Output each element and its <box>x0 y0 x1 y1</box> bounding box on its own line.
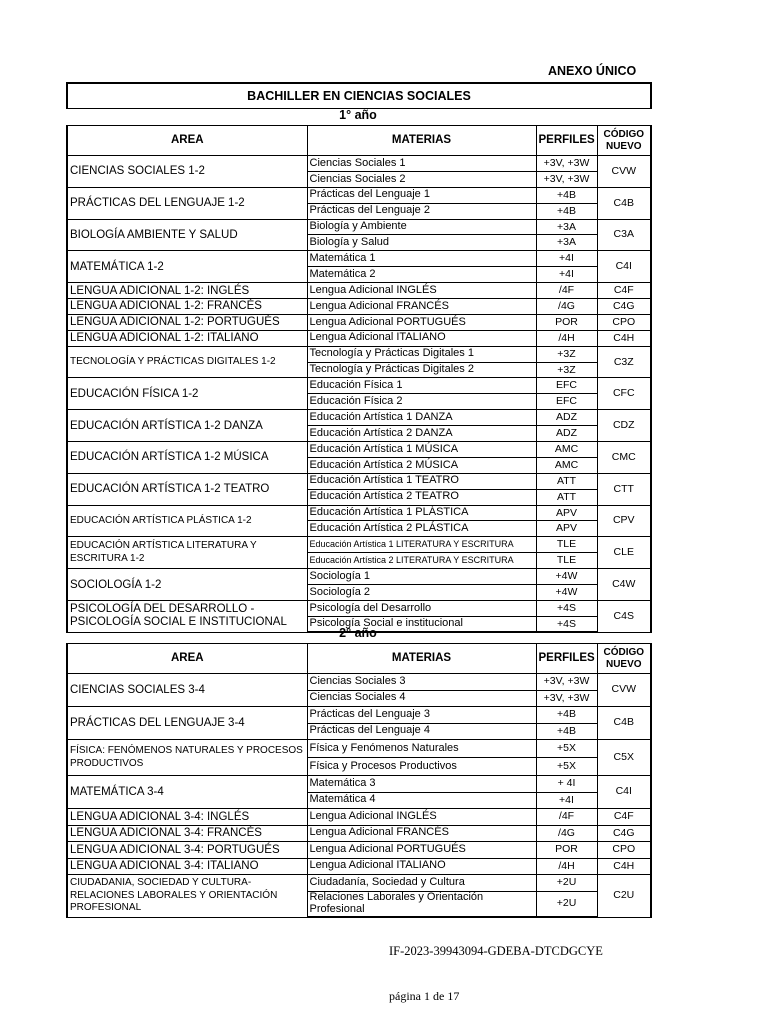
codigo-cell: C4G <box>597 299 651 315</box>
area-cell: PRÁCTICAS DEL LENGUAJE 1-2 <box>67 187 307 219</box>
materia-cell: Lengua Adicional PORTUGUÉS <box>307 314 536 330</box>
table-header-row <box>67 644 651 674</box>
area-cell: MATEMÁTICA 1-2 <box>67 251 307 283</box>
perfil-cell: +3Z <box>536 362 597 378</box>
table-row <box>67 330 651 346</box>
perfil-cell: /4F <box>536 809 597 826</box>
perfil-cell: EFC <box>536 394 597 410</box>
table-row <box>67 187 651 203</box>
codigo-cell: C4H <box>597 330 651 346</box>
materia-cell: Prácticas del Lenguaje 2 <box>307 203 536 219</box>
table-row <box>67 219 651 235</box>
annex-title: ANEXO ÚNICO <box>548 64 637 78</box>
materia-cell: Matemática 3 <box>307 776 536 793</box>
header-materias: MATERIAS <box>307 644 536 674</box>
materia-cell: Lengua Adicional PORTUGUÉS <box>307 842 536 859</box>
area-cell: BIOLOGÍA AMBIENTE Y SALUD <box>67 219 307 251</box>
codigo-cell: C4H <box>597 858 651 875</box>
perfil-cell: +2U <box>536 875 597 892</box>
materia-cell: Lengua Adicional ITALIANO <box>307 330 536 346</box>
perfil-cell: /4G <box>536 299 597 315</box>
perfil-cell: /4H <box>536 330 597 346</box>
perfil-cell: TLE <box>536 553 597 569</box>
page-number: página 1 de 17 <box>389 989 460 1003</box>
perfil-cell: ATT <box>536 489 597 505</box>
perfil-cell: +3V, +3W <box>536 690 597 707</box>
area-cell: FÍSICA: FENÓMENOS NATURALES Y PROCESOS PRODUCTIVOS <box>67 740 307 776</box>
perfil-cell: APV <box>536 521 597 537</box>
materia-cell: Educación Física 1 <box>307 378 536 394</box>
perfil-cell: +3A <box>536 235 597 251</box>
table-row <box>67 875 651 892</box>
codigo-cell: C4B <box>597 187 651 219</box>
materia-cell: Prácticas del Lenguaje 3 <box>307 707 536 724</box>
perfil-cell: ADZ <box>536 426 597 442</box>
materia-cell: Biología y Ambiente <box>307 219 536 235</box>
table-row <box>67 740 651 758</box>
materia-cell: Lengua Adicional FRANCÉS <box>307 825 536 842</box>
year-2-table <box>66 643 652 918</box>
header-area: AREA <box>67 644 307 674</box>
materia-cell: Matemática 4 <box>307 792 536 809</box>
area-cell: CIENCIAS SOCIALES 3-4 <box>67 674 307 707</box>
perfil-cell: +4I <box>536 267 597 283</box>
materia-cell: Ciencias Sociales 1 <box>307 156 536 172</box>
perfil-cell: /4F <box>536 283 597 299</box>
materia-cell: Educación Artística 2 DANZA <box>307 426 536 442</box>
table-row <box>67 156 651 172</box>
materia-cell: Ciencias Sociales 4 <box>307 690 536 707</box>
table-row <box>67 674 651 691</box>
perfil-cell: EFC <box>536 378 597 394</box>
area-cell: EDUCACIÓN ARTÍSTICA 1-2 TEATRO <box>67 473 307 505</box>
materia-cell: Lengua Adicional ITALIANO <box>307 858 536 875</box>
area-cell: EDUCACIÓN ARTÍSTICA 1-2 DANZA <box>67 410 307 442</box>
perfil-cell: +5X <box>536 758 597 776</box>
perfil-cell: +4I <box>536 251 597 267</box>
materia-cell: Psicología Social e institucional <box>307 616 536 632</box>
materia-cell: Ciencias Sociales 3 <box>307 674 536 691</box>
codigo-cell: CFC <box>597 378 651 410</box>
codigo-cell: CPO <box>597 842 651 859</box>
table-row <box>67 314 651 330</box>
table-row <box>67 410 651 426</box>
area-cell: SOCIOLOGÍA 1-2 <box>67 569 307 601</box>
materia-cell: Educación Artística 2 PLÁSTICA <box>307 521 536 537</box>
table-header-row <box>67 126 651 156</box>
perfil-cell: POR <box>536 842 597 859</box>
header-perfiles: PERFILES <box>536 126 597 156</box>
table-row <box>67 825 651 842</box>
year-1-table <box>66 125 652 633</box>
area-cell: EDUCACIÓN ARTÍSTICA PLÁSTICA 1-2 <box>67 505 307 537</box>
materia-cell: Física y Fenómenos Naturales <box>307 740 536 758</box>
codigo-cell: CDZ <box>597 410 651 442</box>
perfil-cell: AMC <box>536 442 597 458</box>
codigo-cell: CVW <box>597 156 651 188</box>
perfil-cell: +3V, +3W <box>536 171 597 187</box>
perfil-cell: +5X <box>536 740 597 758</box>
materia-cell: Ciudadanía, Sociedad y Cultura <box>307 875 536 892</box>
year-1-label: 1° año <box>339 108 377 122</box>
table-row <box>67 776 651 793</box>
table-row <box>67 505 651 521</box>
codigo-cell: C5X <box>597 740 651 776</box>
perfil-cell: /4G <box>536 825 597 842</box>
materia-cell: Educación Artística 1 LITERATURA Y ESCRITURA <box>307 537 536 553</box>
table-row <box>67 251 651 267</box>
table-row <box>67 283 651 299</box>
materia-cell: Sociología 1 <box>307 569 536 585</box>
perfil-cell: +4B <box>536 723 597 740</box>
perfil-cell: ATT <box>536 473 597 489</box>
perfil-cell: +4B <box>536 707 597 724</box>
materia-cell: Ciencias Sociales 2 <box>307 171 536 187</box>
perfil-cell: +4I <box>536 792 597 809</box>
table-row <box>67 537 651 553</box>
materia-cell: Educación Artística 1 TEATRO <box>307 473 536 489</box>
area-cell: PRÁCTICAS DEL LENGUAJE 3-4 <box>67 707 307 740</box>
materia-cell: Educación Artística 1 DANZA <box>307 410 536 426</box>
codigo-cell: C4G <box>597 825 651 842</box>
perfil-cell: +2U <box>536 891 597 917</box>
area-cell: LENGUA ADICIONAL 1-2: ITALIANO <box>67 330 307 346</box>
area-cell: TECNOLOGÍA Y PRÁCTICAS DIGITALES 1-2 <box>67 346 307 378</box>
materia-cell: Educación Artística 2 LITERATURA Y ESCRITURA <box>307 553 536 569</box>
materia-cell: Educación Artística 2 MÚSICA <box>307 457 536 473</box>
perfil-cell: POR <box>536 314 597 330</box>
codigo-cell: C4S <box>597 600 651 632</box>
table-row <box>67 809 651 826</box>
materia-cell: Lengua Adicional FRANCÉS <box>307 299 536 315</box>
header-materias: MATERIAS <box>307 126 536 156</box>
area-cell: LENGUA ADICIONAL 1-2: PORTUGUÉS <box>67 314 307 330</box>
area-cell: MATEMÁTICA 3-4 <box>67 776 307 809</box>
codigo-cell: C3A <box>597 219 651 251</box>
materia-cell: Lengua Adicional INGLÉS <box>307 809 536 826</box>
area-cell: LENGUA ADICIONAL 3-4: ITALIANO <box>67 858 307 875</box>
header-perfiles: PERFILES <box>536 644 597 674</box>
table-row <box>67 858 651 875</box>
perfil-cell: APV <box>536 505 597 521</box>
area-cell: LENGUA ADICIONAL 1-2: FRANCÉS <box>67 299 307 315</box>
materia-cell: Sociología 2 <box>307 585 536 601</box>
table-row <box>67 299 651 315</box>
materia-cell: Biología y Salud <box>307 235 536 251</box>
area-cell: LENGUA ADICIONAL 3-4: INGLÉS <box>67 809 307 826</box>
codigo-cell: CLE <box>597 537 651 569</box>
table-row <box>67 378 651 394</box>
perfil-cell: ADZ <box>536 410 597 426</box>
perfil-cell: + 4I <box>536 776 597 793</box>
area-cell: PSICOLOGÍA DEL DESARROLLO - PSICOLOGÍA SOCIAL E INSTITUCIONAL <box>67 600 307 632</box>
area-cell: LENGUA ADICIONAL 1-2: INGLÉS <box>67 283 307 299</box>
table-row <box>67 842 651 859</box>
header-area: AREA <box>67 126 307 156</box>
table-row <box>67 600 651 616</box>
materia-cell: Matemática 2 <box>307 267 536 283</box>
perfil-cell: +3Z <box>536 346 597 362</box>
materia-cell: Prácticas del Lenguaje 1 <box>307 187 536 203</box>
codigo-cell: C3Z <box>597 346 651 378</box>
header-codigo: CÓDIGO NUEVO <box>597 644 651 674</box>
header-codigo: CÓDIGO NUEVO <box>597 126 651 156</box>
table-row <box>67 569 651 585</box>
materia-cell: Tecnología y Prácticas Digitales 1 <box>307 346 536 362</box>
perfil-cell: +4B <box>536 187 597 203</box>
perfil-cell: +4S <box>536 600 597 616</box>
perfil-cell: TLE <box>536 537 597 553</box>
codigo-cell: CMC <box>597 442 651 474</box>
perfil-cell: /4H <box>536 858 597 875</box>
materia-cell: Psicología del Desarrollo <box>307 600 536 616</box>
area-cell: EDUCACIÓN ARTÍSTICA 1-2 MÚSICA <box>67 442 307 474</box>
table-row <box>67 707 651 724</box>
codigo-cell: C4W <box>597 569 651 601</box>
codigo-cell: CPO <box>597 314 651 330</box>
materia-cell: Matemática 1 <box>307 251 536 267</box>
area-cell: CIENCIAS SOCIALES 1-2 <box>67 156 307 188</box>
area-cell: EDUCACIÓN ARTÍSTICA LITERATURA Y ESCRITURA 1-2 <box>67 537 307 569</box>
codigo-cell: C4F <box>597 283 651 299</box>
table-row <box>67 473 651 489</box>
table-row <box>67 346 651 362</box>
perfil-cell: AMC <box>536 457 597 473</box>
year-2-label: 2° año <box>339 626 377 640</box>
codigo-cell: C4I <box>597 776 651 809</box>
area-cell: LENGUA ADICIONAL 3-4: PORTUGUÉS <box>67 842 307 859</box>
materia-cell: Lengua Adicional INGLÉS <box>307 283 536 299</box>
area-cell: CIUDADANIA, SOCIEDAD Y CULTURA-RELACIONES LABORALES Y ORIENTACIÓN PROFESIONAL <box>67 875 307 918</box>
area-cell: LENGUA ADICIONAL 3-4: FRANCÉS <box>67 825 307 842</box>
materia-cell: Relaciones Laborales y Orientación Profesional <box>307 891 536 917</box>
materia-cell: Educación Física 2 <box>307 394 536 410</box>
materia-cell: Física y Procesos Productivos <box>307 758 536 776</box>
perfil-cell: +3V, +3W <box>536 156 597 172</box>
materia-cell: Prácticas del Lenguaje 4 <box>307 723 536 740</box>
codigo-cell: CPV <box>597 505 651 537</box>
codigo-cell: C4F <box>597 809 651 826</box>
perfil-cell: +4W <box>536 569 597 585</box>
area-cell: EDUCACIÓN FÍSICA 1-2 <box>67 378 307 410</box>
codigo-cell: CVW <box>597 674 651 707</box>
document-title: BACHILLER EN CIENCIAS SOCIALES <box>66 82 652 109</box>
perfil-cell: +4B <box>536 203 597 219</box>
codigo-cell: CTT <box>597 473 651 505</box>
perfil-cell: +4W <box>536 585 597 601</box>
materia-cell: Educación Artística 2 TEATRO <box>307 489 536 505</box>
perfil-cell: +3A <box>536 219 597 235</box>
table-row <box>67 442 651 458</box>
perfil-cell: +4S <box>536 616 597 632</box>
document-id: IF-2023-39943094-GDEBA-DTCDGCYE <box>389 944 603 958</box>
codigo-cell: C4B <box>597 707 651 740</box>
codigo-cell: C4I <box>597 251 651 283</box>
materia-cell: Educación Artística 1 PLÁSTICA <box>307 505 536 521</box>
codigo-cell: C2U <box>597 875 651 918</box>
materia-cell: Educación Artística 1 MÚSICA <box>307 442 536 458</box>
perfil-cell: +3V, +3W <box>536 674 597 691</box>
materia-cell: Tecnología y Prácticas Digitales 2 <box>307 362 536 378</box>
